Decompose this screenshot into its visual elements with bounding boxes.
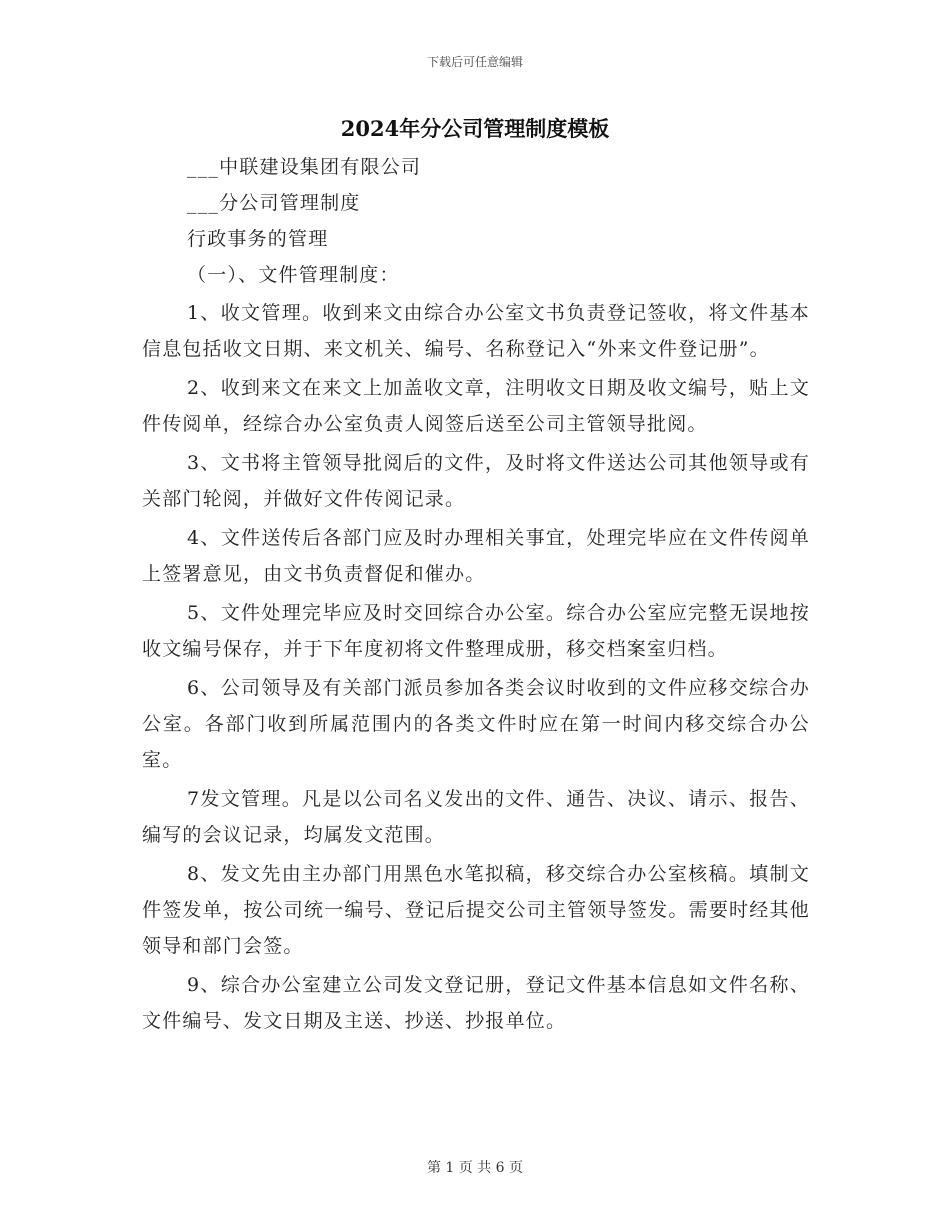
paragraph-9: 9、综合办公室建立公司发文登记册，登记文件基本信息如文件名称、文件编号、发文日期及主送、抄送、抄报单位。 [142,974,810,1032]
section-heading: 行政事务的管理 [187,228,329,250]
page-number: 第 1 页 共 6 页 [426,1160,524,1176]
paragraph-4: 4、文件送传后各部门应及时办理相关事宜，处理完毕应在文件传阅单上签署意见，由文书负责督促和催办。 [142,527,810,585]
document-title: 2024年分公司管理制度模板 [340,116,610,141]
paragraph-8: 8、发文先由主办部门用黑色水笔拟稿，移交综合办公室核稿。填制文件签发单，按公司统一编号、登记后提交公司主管领导签发。需要时经其他领导和部门会签。 [142,863,810,957]
company-name-line: ___中联建设集团有限公司 [187,156,422,178]
paragraph-6: 6、公司领导及有关部门派员参加各类会议时收到的文件应移交综合办公室。各部门收到所属范围内的各类文件时应在第一时间内移交综合办公室。 [142,677,810,771]
paragraph-5: 5、文件处理完毕应及时交回综合办公室。综合办公室应完整无误地按收文编号保存，并于下年度初将文件整理成册，移交档案室归档。 [142,602,810,660]
paragraph-1: 1、收文管理。收到来文由综合办公室文书负责登记签收，将文件基本信息包括收文日期、来文机关、编号、名称登记入“外来文件登记册”。 [142,302,810,360]
paragraph-2: 2、收到来文在来文上加盖收文章，注明收文日期及收文编号，贴上文件传阅单，经综合办公室负责人阅签后送至公司主管领导批阅。 [142,377,810,435]
paragraph-3: 3、文书将主管领导批阅后的文件，及时将文件送达公司其他领导或有关部门轮阅，并做好文件传阅记录。 [142,452,810,510]
page-header-note: 下载后可任意编辑 [426,55,523,69]
paragraph-7: 7发文管理。凡是以公司名义发出的文件、通告、决议、请示、报告、编写的会议记录，均属发文范围。 [142,788,810,846]
branch-policy-line: ___分公司管理制度 [187,192,361,214]
subsection-heading: （一）、文件管理制度： [187,264,400,286]
document-body [142,149,810,1039]
